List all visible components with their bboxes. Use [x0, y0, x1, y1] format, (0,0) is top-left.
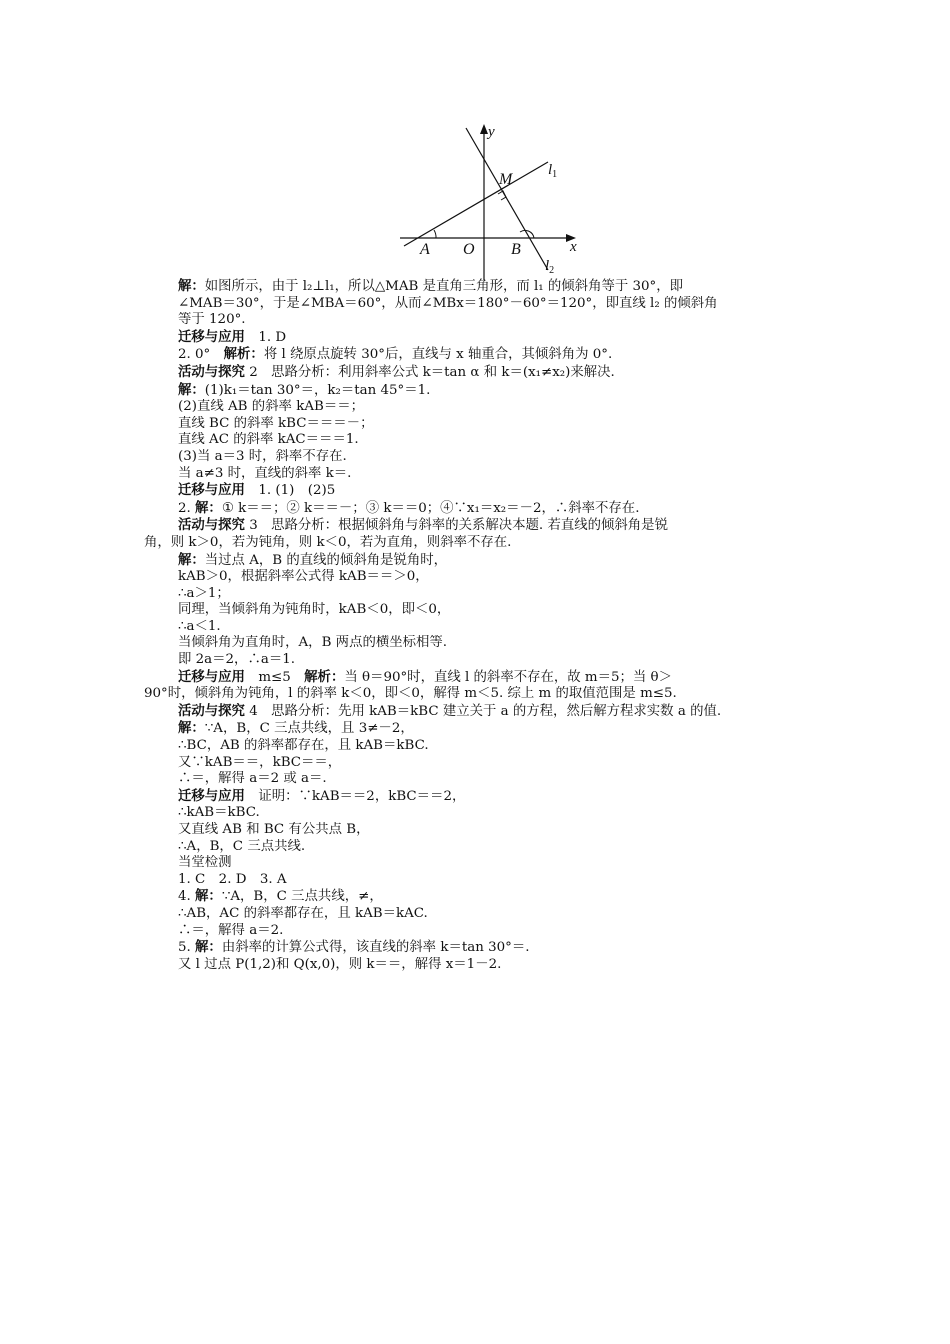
- line-text: ∴kAB＝kBC.: [178, 805, 260, 821]
- line-text: 1. C 2. D 3. A: [178, 871, 287, 887]
- line-text: 即 2a＝2，∴a＝1.: [178, 652, 295, 668]
- bold-label: 迁移与应用: [178, 787, 245, 804]
- angle-arc-a: [434, 230, 436, 238]
- bold-label: 解：: [178, 381, 205, 398]
- line-text: 当过点 A，B 的直线的倾斜角是锐角时，: [204, 552, 448, 568]
- line-text: 当堂检测: [178, 855, 232, 871]
- bold-label: 活动与探究: [178, 517, 245, 534]
- line-text: ∴BC，AB 的斜率都存在，且 kAB＝kBC.: [178, 738, 429, 754]
- bold-label: 解：: [195, 939, 222, 956]
- line-text: m≤5: [244, 669, 305, 685]
- label-a: A: [420, 241, 430, 258]
- line-text: 又直线 AB 和 BC 有公共点 B，: [178, 822, 370, 837]
- line-text: 当 θ＝90°时，直线 l 的斜率不存在，故 m＝5；当 θ＞: [344, 669, 673, 685]
- line-text: 直线 BC 的斜率 kBC＝＝＝－；: [178, 415, 374, 431]
- solution-text: [144, 278, 808, 973]
- text-line: [144, 652, 808, 669]
- text-line: [144, 296, 808, 313]
- line-text: 4 思路分析：先用 kAB＝kBC 建立关于 a 的方程，然后解方程求实数 a 的值.: [244, 703, 722, 719]
- line-text: 1. D: [244, 329, 287, 345]
- line-text: ∵A，B，C 三点共线，≠，: [221, 889, 383, 905]
- line-text: 2. 0°: [178, 347, 224, 363]
- label-x: x: [570, 239, 577, 255]
- text-line: [144, 957, 808, 974]
- text-line: [144, 805, 808, 822]
- text-line: [144, 888, 808, 906]
- line-text: 如图所示，由于 l₂⊥l₁，所以△MAB 是直角三角形，而 l₁ 的倾斜角等于 30°，即: [204, 279, 684, 294]
- line-text: 当倾斜角为直角时，A，B 两点的横坐标相等.: [178, 635, 448, 651]
- text-line: [144, 619, 808, 636]
- bold-label: 解析：: [304, 668, 345, 685]
- line-text: 90°时，倾斜角为钝角，l 的斜率 k＜0，即＜0，解得 m＜5. 综上 m 的取值范围是 m≤5.: [144, 686, 677, 702]
- line-text: 2 思路分析：利用斜率公式 k＝tan α 和 k＝(x₁≠x₂)来解决.: [244, 364, 615, 380]
- line-text: ∴A，B，C 三点共线.: [178, 838, 306, 854]
- text-line: [144, 278, 808, 296]
- text-line: [144, 552, 808, 570]
- line-text: 1. (1) (2)5: [244, 483, 336, 499]
- line-text: ∴＝，解得 a＝2.: [178, 922, 284, 938]
- text-line: [144, 906, 808, 923]
- text-line: [144, 569, 808, 586]
- line-text: 由斜率的计算公式得，该直线的斜率 k＝tan 30°＝.: [221, 940, 530, 956]
- line-text: ∠MAB＝30°，于是∠MBA＝60°，从而∠MBx＝180°－60°＝120°，即直线 l₂ 的倾斜角: [178, 295, 718, 311]
- bold-label: 解：: [195, 888, 222, 905]
- bold-label: 活动与探究: [178, 702, 245, 719]
- text-line: [144, 399, 808, 416]
- line-text: 角，则 k＞0，若为钝角，则 k＜0，若为直角，则斜率不存在.: [144, 534, 512, 550]
- bold-label: 解：: [195, 499, 222, 516]
- text-line: [144, 686, 808, 703]
- text-line: [144, 382, 808, 400]
- line-text: (2)直线 AB 的斜率 kAB＝＝；: [178, 399, 364, 415]
- line-text: 2.: [178, 500, 196, 516]
- label-y: y: [488, 124, 495, 140]
- line-text: 等于 120°.: [178, 312, 246, 328]
- text-line: [144, 312, 808, 329]
- label-b: B: [511, 241, 521, 258]
- line-text: 3 思路分析：根据倾斜角与斜率的关系解决本题. 若直线的倾斜角是锐: [244, 518, 668, 534]
- line-text: 又∵kAB＝＝，kBC＝＝，: [178, 754, 342, 770]
- bold-label: 解：: [178, 551, 205, 568]
- text-line: [144, 517, 808, 535]
- line-text: 又 l 过点 P(1,2)和 Q(x,0)，则 k＝＝，解得 x＝1－2.: [178, 956, 502, 972]
- text-line: [144, 872, 808, 889]
- text-line: [144, 923, 808, 940]
- label-l1: $l_1$: [548, 162, 558, 180]
- line-text: 将 l 绕原点旋转 30°后，直线与 x 轴重合，其倾斜角为 0°.: [263, 347, 613, 363]
- right-angle-mark: [498, 191, 506, 200]
- bold-label: 解：: [178, 278, 205, 294]
- text-line: [144, 788, 808, 806]
- line-text: 4.: [178, 889, 196, 905]
- text-line: [144, 738, 808, 755]
- line-text: 同理，当倾斜角为钝角时，kAB＜0，即＜0，: [178, 602, 451, 618]
- text-line: [144, 449, 808, 466]
- line-text: 直线 AC 的斜率 kAC＝＝＝1.: [178, 432, 359, 448]
- text-line: [144, 669, 808, 687]
- text-line: [144, 364, 808, 382]
- line-l2: [466, 128, 548, 270]
- line-text: ∴a＜1.: [178, 618, 221, 634]
- bold-label: 解析：: [223, 346, 264, 363]
- text-line: [144, 839, 808, 856]
- line-text: ∴a＞1；: [178, 585, 230, 601]
- text-line: [144, 466, 808, 483]
- text-line: [144, 855, 808, 872]
- line-text: 证明：∵kAB＝＝2，kBC＝＝2，: [244, 788, 466, 804]
- line-text: (3)当 a＝3 时，斜率不存在.: [178, 448, 347, 464]
- text-line: [144, 346, 808, 364]
- text-line: [144, 416, 808, 433]
- coordinate-diagram: [396, 120, 588, 282]
- line-text: ∵A，B，C 三点共线，且 3≠－2，: [204, 721, 414, 737]
- bold-label: 迁移与应用: [178, 328, 245, 345]
- text-line: [144, 720, 808, 738]
- line-text: (1)k₁＝tan 30°＝，k₂＝tan 45°＝1.: [204, 382, 431, 398]
- text-line: [144, 939, 808, 957]
- text-line: [144, 482, 808, 500]
- label-o: O: [463, 241, 475, 258]
- line-text: ① k＝＝；② k＝＝－；③ k＝＝0；④∵x₁＝x₂＝－2，∴斜率不存在.: [221, 500, 640, 516]
- label-l2: $l_2$: [545, 258, 555, 276]
- line-text: ∴AB，AC 的斜率都存在，且 kAB＝kAC.: [178, 905, 428, 921]
- text-line: [144, 602, 808, 619]
- text-line: [144, 771, 808, 788]
- bold-label: 活动与探究: [178, 363, 245, 380]
- text-line: [144, 329, 808, 347]
- text-line: [144, 635, 808, 652]
- text-line: [144, 535, 808, 552]
- bold-label: 迁移与应用: [178, 668, 245, 685]
- bold-label: 迁移与应用: [178, 482, 245, 499]
- line-text: ∴＝，解得 a＝2 或 a＝.: [178, 771, 327, 787]
- text-line: [144, 432, 808, 449]
- slope-figure: [396, 120, 588, 282]
- text-line: [144, 822, 808, 839]
- text-line: [144, 755, 808, 772]
- bold-label: 解：: [178, 720, 205, 737]
- text-line: [144, 703, 808, 721]
- line-text: 5.: [178, 940, 196, 956]
- line-text: kAB＞0，根据斜率公式得 kAB＝＝＞0，: [178, 569, 429, 585]
- text-line: [144, 586, 808, 603]
- label-m: M: [499, 171, 513, 188]
- text-line: [144, 500, 808, 518]
- y-axis-arrow: [480, 124, 488, 134]
- line-text: 当 a≠3 时，直线的斜率 k＝.: [178, 465, 352, 481]
